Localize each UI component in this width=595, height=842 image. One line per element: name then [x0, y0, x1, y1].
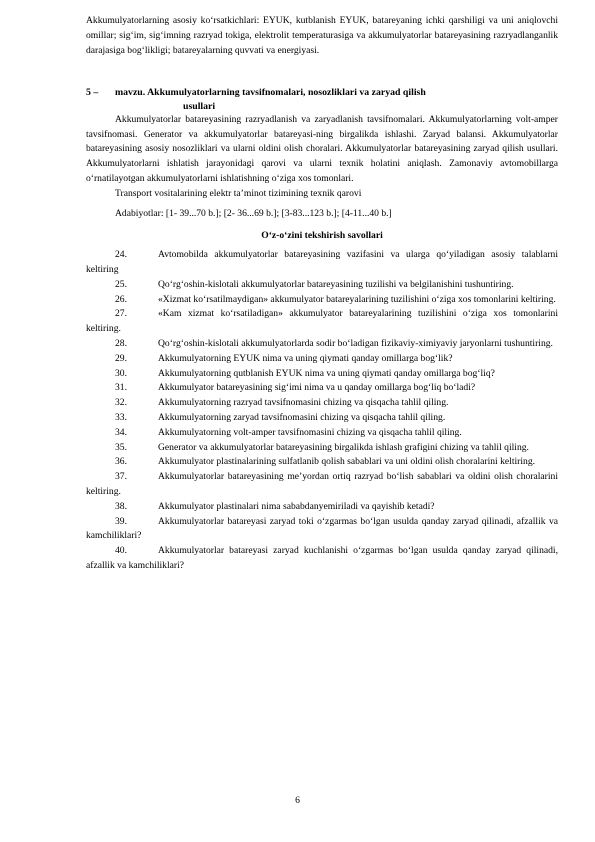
question-item: [86, 441, 558, 456]
question-text: Akkumulyatorning razryad tavsifnomasini chizing va qisqacha tahlil qiling.: [158, 397, 449, 409]
question-number: 28.: [115, 337, 127, 349]
question-number: 35.: [115, 441, 127, 453]
question-number: 29.: [115, 352, 127, 364]
topic-title-line1: mavzu. Akkumulyatorlarning tavsifnomalari, nosozliklari va zaryad qilish: [115, 87, 426, 99]
question-text: «Xizmat ko‘rsatilmaydigan» akkumulyator batareyalarining tuzilishini o‘ziga xos tomonlarini keltiring.: [158, 293, 556, 305]
question-item: [86, 500, 558, 515]
question-number: 27.: [115, 308, 127, 320]
question-number: 30.: [115, 367, 127, 379]
intro-paragraph: Akkumulyatorlarning asosiy ko‘rsatkichlari: EYUK, kutblanish EYUK, batareyaning ichki qarshiligi va uni aniqlovchi omillar; sig‘im, sig‘imning razryad tokiga, elektrolit temperaturasiga va akkumulyatorlar batareyasining razryadlanganlik darajasiga bog‘likligi; batareyalarning quvvati va energiyasi.: [86, 15, 558, 56]
question-text: Akkumulyatorning EYUK nima va uning qiymati qanday omillarga bog‘lik?: [158, 352, 453, 364]
question-item: [86, 455, 558, 470]
question-number: 39.: [115, 515, 127, 527]
question-item: [86, 426, 558, 441]
question-text: Akkumulyator batareyasining sig‘imi nima va u qanday omillarga bog‘liq bo‘ladi?: [158, 382, 476, 394]
question-item: [86, 396, 558, 411]
question-text: Akkumulyatorning qutblanish EYUK nima va uning qiymati qanday omillarga bog‘liq?: [158, 367, 495, 379]
question-item: [86, 248, 558, 278]
question-text: Akkumulyator plastinalari nima sababdanyemiriladi va qayishib ketadi?: [158, 500, 435, 512]
literature-line: Adabiyotlar: [1- 39...70 b.]; [2- 36...69 b.]; [3-83...123 b.]; [4-11...40 b.]: [115, 207, 392, 219]
question-number: 40.: [115, 545, 127, 557]
question-text: Akkumulyatorlar batareyasining me’yordan ortiq razryad bo‘lish sabablari va oldini olish choralarini keltiring.: [86, 471, 558, 497]
question-item: [86, 352, 558, 367]
topic-heading: [86, 86, 558, 112]
question-number: 32.: [115, 397, 127, 409]
question-number: 25.: [115, 278, 127, 290]
question-item: [86, 381, 558, 396]
question-text: Akkumulyatorlar batareyasi zaryad toki o‘zgarmas bo‘lgan usulda qanday zaryad qilinadi, afzallik va kamchiliklari?: [86, 515, 558, 542]
question-item: [86, 411, 558, 426]
questions-list: [86, 248, 558, 574]
question-number: 37.: [115, 471, 127, 483]
page-number: 6: [295, 795, 300, 806]
question-text: Akkumulyatorning volt-amper tavsifnomasini chizing va qisqacha tahlil qiling.: [158, 426, 462, 438]
topic-number: 5 –: [86, 87, 99, 99]
question-number: 26.: [115, 293, 127, 305]
question-item: [86, 544, 558, 574]
question-text: Akkumulyatorning zaryad tavsifnomasini chizing va qisqacha tahlil qiling.: [158, 411, 446, 423]
question-number: 33.: [115, 411, 127, 423]
question-text: Qo‘rg‘oshin-kislotali akkumulyatorlar batareyasining tuzilishi va belgilanishini tushuntiring.: [158, 278, 514, 290]
question-item: [86, 515, 558, 545]
question-item: [86, 278, 558, 293]
question-number: 24.: [115, 249, 127, 261]
question-text: «Kam xizmat ko‘rsatiladigan» akkumulyator batareyalarining tuzilishini o‘ziga xos tomonlarini keltiring.: [86, 308, 558, 335]
question-text: Qo‘rg‘oshin-kislotali akkumulyatorlarda sodir bo‘ladigan fizikaviy-ximiyaviy jaryonlarni tushuntiring.: [158, 337, 553, 349]
question-item: [86, 293, 558, 308]
question-text: Generator va akkumulyatorlar batareyasining birgalikda ishlash grafigini chizing va tahlil qiling.: [158, 441, 529, 453]
page-content: [86, 14, 558, 574]
questions-title: O‘z-o‘zini tekshirish savollari: [261, 230, 383, 242]
topic-paragraph: Akkumulyatorlar batareyasining razryadlanish va zaryadlanish tavsifnomalari. Akkumulyatorlarning volt-amper tavsifnomasi. Generator va akkumulyatorlar batareyasi-ning birgalikda ishlashi. Zaryad balansi. Akkumulyatorlar batareyasining asosiy nosozliklari va ularni oldini olish choralari. Akkumulyatorlar batareyasining zaryad qilish usullari. Akkumulyatorlarni ishlatish jarayonidagi qarovi va ularni texnik holatini aniqlash. Zamonaviy avtomobillarga o‘rnatilayotgan akkumulyatorlarni ishlatishning o‘ziga xos tomonlari.: [86, 113, 558, 184]
question-number: 36.: [115, 456, 127, 468]
question-number: 31.: [115, 382, 127, 394]
question-number: 38.: [115, 500, 127, 512]
topic-title-line2: usullari: [183, 100, 216, 112]
transport-line: Transport vositalarining elektr ta’minot tizimining texnik qarovi: [115, 187, 362, 199]
question-number: 34.: [115, 426, 127, 438]
question-text: Akkumulyatorlar batareyasi zaryad kuchlanishi o‘zgarmas bo‘lgan usulda qanday zaryad qilinadi, afzallik va kamchiliklari?: [86, 545, 558, 571]
question-item: [86, 337, 558, 352]
question-text: Avtomobilda akkumulyatorlar batareyasining vazifasini va ularga qo‘yiladigan asosiy talablarni keltiring: [86, 249, 558, 275]
question-item: [86, 307, 558, 337]
question-item: [86, 470, 558, 500]
question-item: [86, 367, 558, 382]
topic-title: [115, 86, 558, 112]
question-text: Akkumulyator plastinalarining sulfatlanib qolish sabablari va uni oldini olish choralarini keltiring.: [158, 456, 536, 468]
